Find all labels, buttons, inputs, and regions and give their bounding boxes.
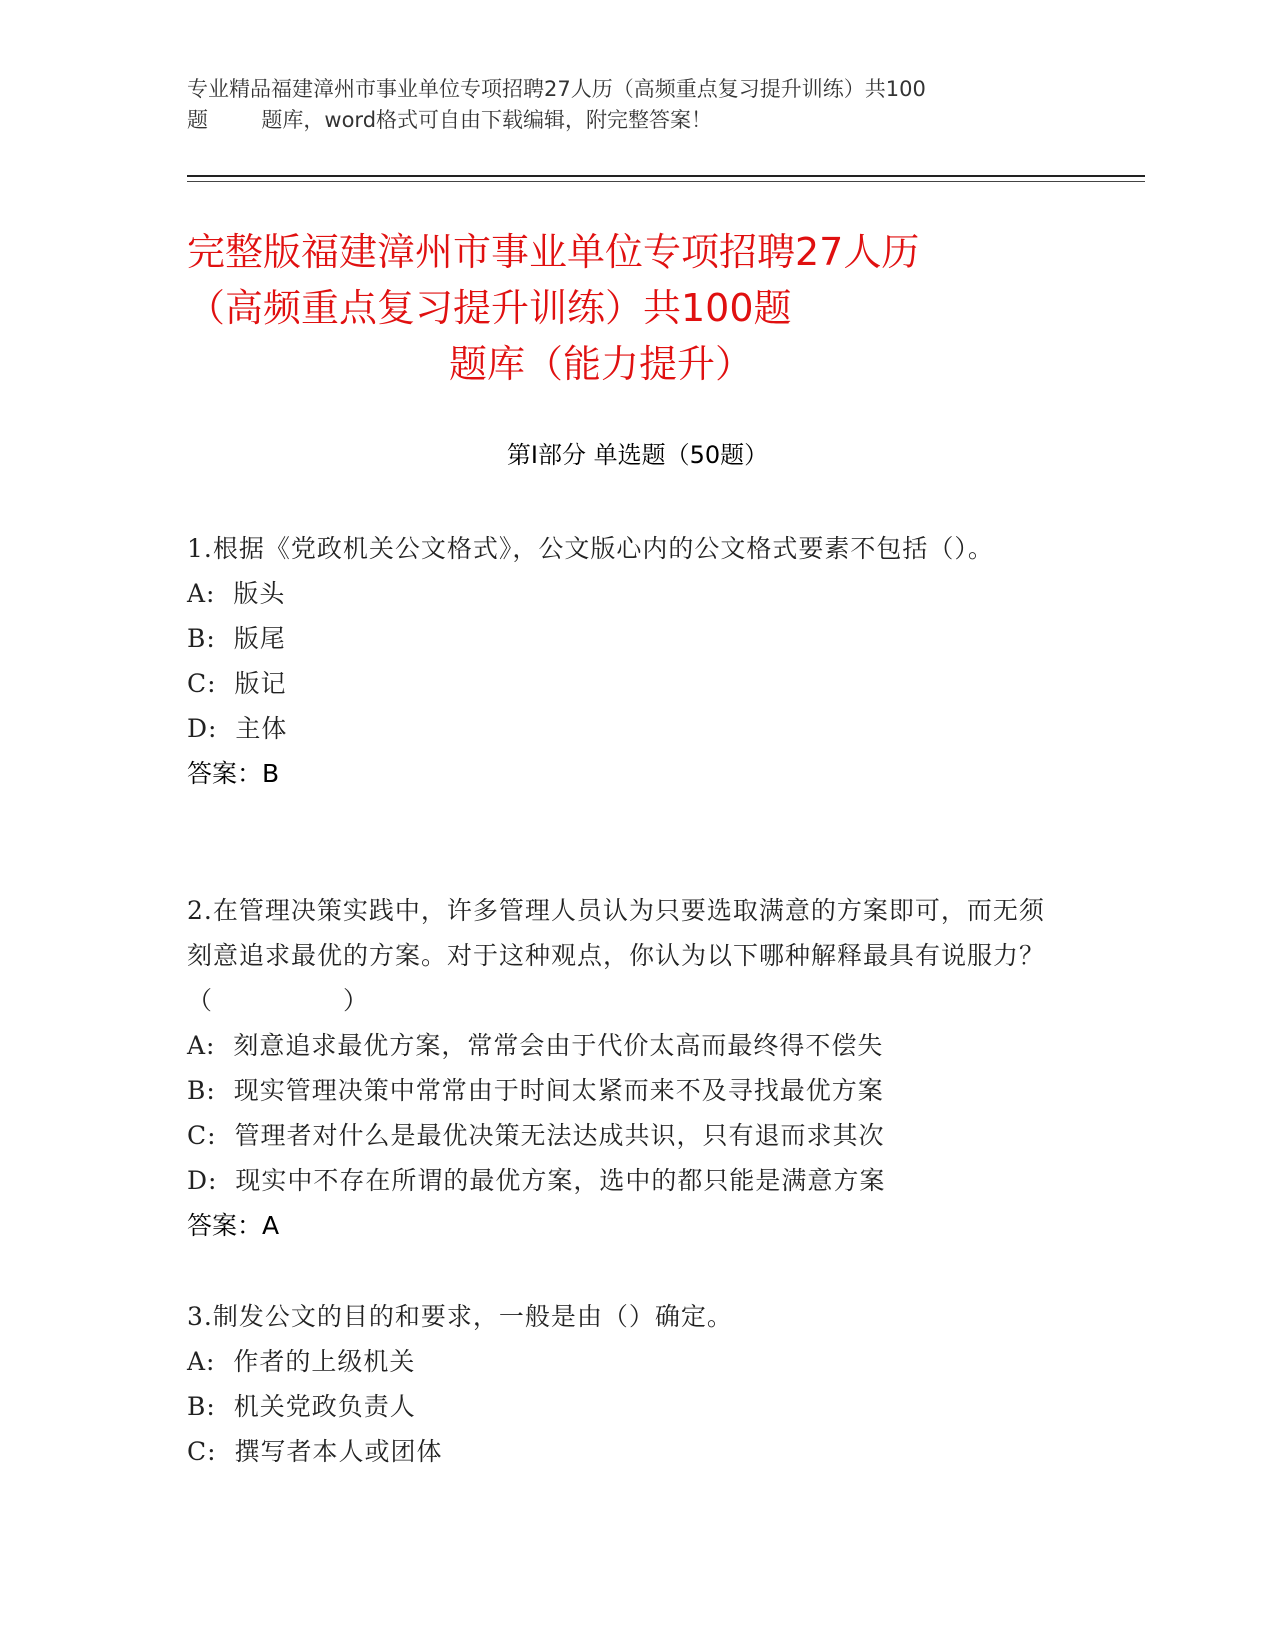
header-line-1: 专业精品福建漳州市事业单位专项招聘27人历（高频重点复习提升训练）共100 [187,77,926,101]
header-note [187,74,1087,136]
option-d: D: 主体 [187,714,288,743]
header-line-2-prefix: 题 [187,108,208,132]
option-c: C: 撰写者本人或团体 [187,1437,443,1466]
header-line-2 [187,105,1087,136]
title-line-3: 题库（能力提升） [449,342,754,386]
question-stem: 1.根据《党政机关公文格式》，公文版心内的公文格式要素不包括（）。 [187,534,994,563]
option-c: C: 管理者对什么是最优决策无法达成共识，只有退而求其次 [187,1121,885,1150]
header-rule-thick [187,175,1145,177]
question-1 [187,526,1067,796]
title-line-1: 完整版福建漳州市事业单位专项招聘27人历 [187,230,920,274]
option-d: D: 现实中不存在所谓的最优方案，选中的都只能是满意方案 [187,1166,886,1195]
option-a: A: 作者的上级机关 [187,1347,416,1376]
question-stem-text: 2.在管理决策实践中，许多管理人员认为只要选取满意的方案即可，而无须刻意追求最优的方案。对于这种观点，你认为以下哪种解释最具有说服力？（ [187,896,1046,1015]
option-b: B: 版尾 [187,624,286,653]
option-b: B: 机关党政负责人 [187,1392,416,1421]
question-stem [187,888,1067,1023]
question-2 [187,888,1067,1248]
title-line-2: （高频重点复习提升训练）共100题 [187,286,792,330]
header-rule-thin [187,181,1145,182]
section-title: 第Ⅰ部分 单选题（50题） [506,441,769,469]
question-3 [187,1294,1067,1474]
question-stem: 3.制发公文的目的和要求，一般是由（）确定。 [187,1302,733,1331]
document-title [187,224,1087,392]
option-a: A: 版头 [187,579,286,608]
answer: 答案：B [187,759,280,788]
option-c: C: 版记 [187,669,287,698]
question-stem-close: ） [343,986,370,1015]
option-b: B: 现实管理决策中常常由于时间太紧而来不及寻找最优方案 [187,1076,884,1105]
option-a: A: 刻意追求最优方案，常常会由于代价太高而最终得不偿失 [187,1031,884,1060]
answer: 答案：A [187,1211,280,1240]
header-line-2-text: 题库，word格式可自由下载编辑，附完整答案！ [261,108,713,132]
